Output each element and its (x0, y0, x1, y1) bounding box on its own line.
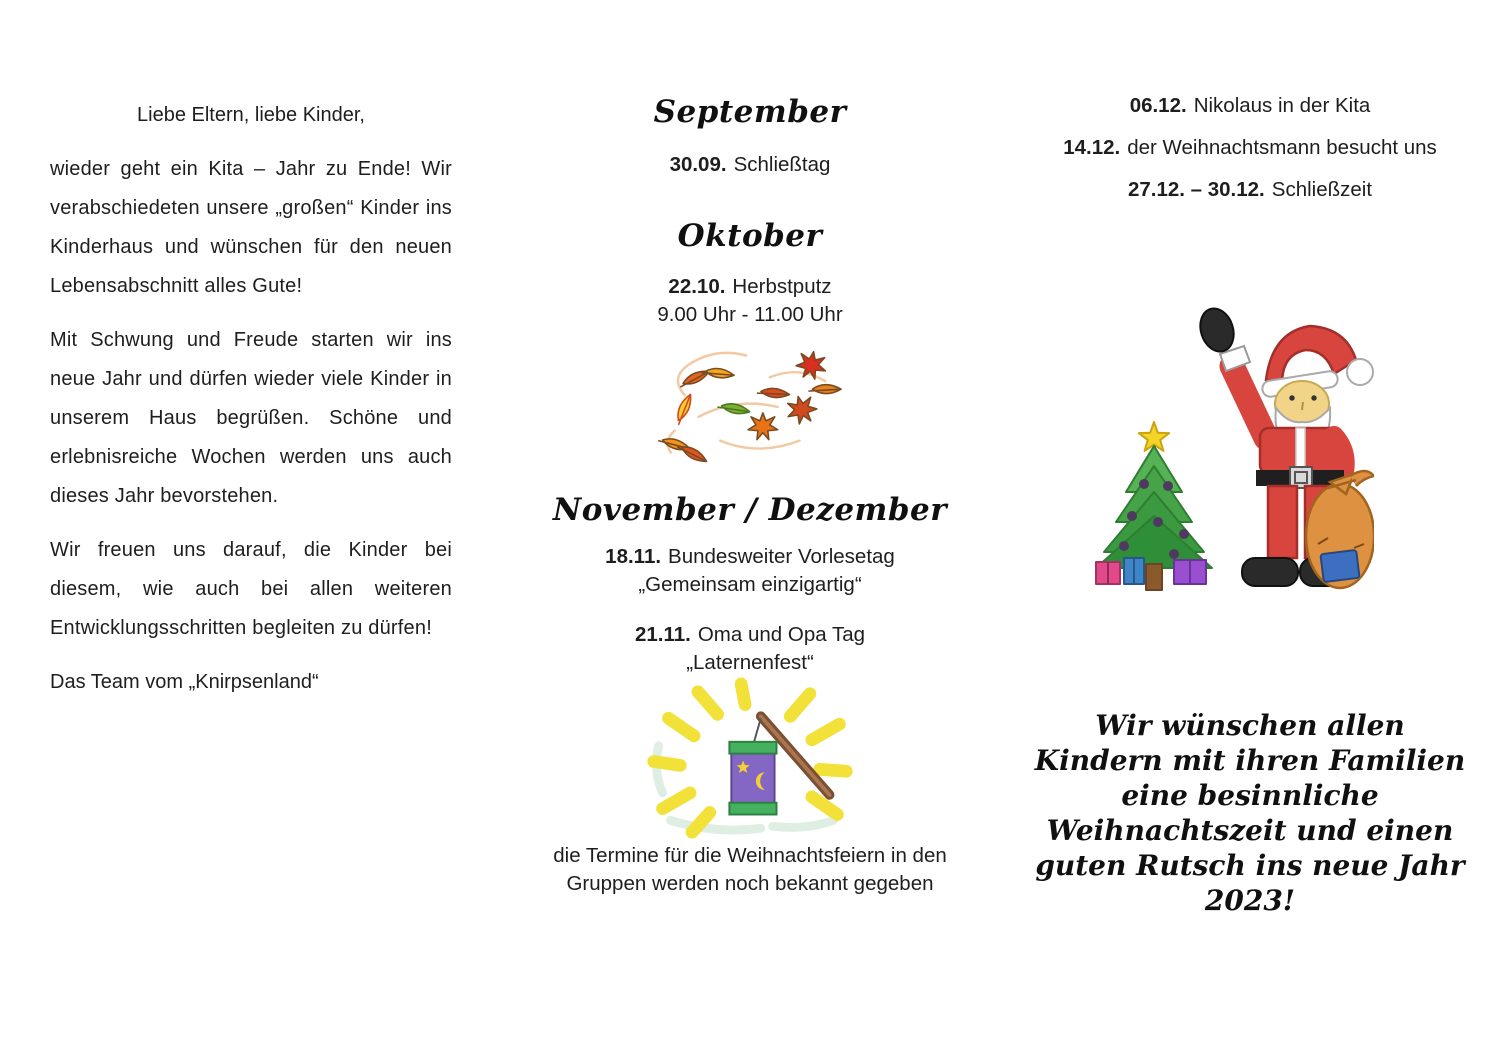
event-date: 21.11. (634, 623, 691, 646)
event-oktober-22 (545, 273, 955, 301)
event-text: Schließtag (733, 153, 831, 176)
letter-paragraph-2: Mit Schwung und Freude starten wir ins neue Jahr und dürfen wieder viele Kinder in unserem Haus begrüßen. Schöne und erlebnisreiche Wochen werden uns auch dieses Jahr bevorstehen. (50, 329, 452, 507)
heading-september: September (653, 94, 847, 130)
right-column-december (1028, 92, 1472, 918)
signature-line: Das Team vom „Knirpsenland“ (50, 671, 319, 693)
left-column-letter (50, 96, 452, 702)
event-oktober-time: 9.00 Uhr - 11.00 Uhr (657, 303, 843, 326)
santa-boot-left (1242, 558, 1298, 586)
letter-paragraph-1: wieder geht ein Kita – Jahr zu Ende! Wir verabschiedeten unsere „großen“ Kinder ins Kinderhaus und wünschen für den neuen Lebensabschnitt alles Gute! (50, 158, 452, 297)
autumn-leaves-illustration (651, 337, 849, 472)
event-text: Oma und Opa Tag (697, 623, 866, 646)
santa-pompom (1347, 359, 1373, 385)
event-text: Bundesweiter Vorlesetag (668, 545, 895, 568)
event-date: 14.12. (1063, 136, 1121, 159)
event-dezember-06 (1028, 92, 1472, 120)
santa-mitten-raised (1195, 304, 1239, 356)
event-text: Schließzeit (1271, 178, 1373, 201)
event-date: 27.12. – 30.12. (1127, 178, 1265, 201)
middle-column-schedule (545, 92, 955, 898)
event-subtitle: „Laternenfest“ (686, 651, 814, 674)
santa-tree-illustration (1084, 296, 1374, 604)
event-dezember-14 (1028, 134, 1472, 162)
event-date: 06.12. (1129, 94, 1187, 117)
lantern-illustration (646, 677, 854, 842)
event-subtitle: „Gemeinsam einzigartig“ (638, 573, 862, 596)
tree-trunk (1146, 564, 1162, 590)
event-text: Nikolaus in der Kita (1193, 94, 1371, 117)
event-text: der Weihnachtsmann besucht uns (1127, 136, 1437, 159)
sack-patch (1320, 550, 1359, 582)
santa-raised-arm (1232, 366, 1266, 438)
event-september-30 (545, 151, 955, 179)
event-date: 30.09. (669, 153, 727, 176)
lantern-body (729, 742, 776, 815)
event-date: 22.10. (668, 275, 726, 298)
santa-leg-left (1268, 486, 1297, 558)
heading-november-dezember: November / Dezember (552, 492, 948, 528)
event-text: Herbstputz (732, 275, 832, 298)
event-date: 18.11. (605, 545, 662, 568)
holiday-wish-text: Wir wünschen allen Kindern mit ihren Familien eine besinnliche Weihnachtszeit und einen guten Rutsch ins neue Jahr 2023! (1034, 709, 1466, 917)
sack-tie-tail (1350, 471, 1374, 486)
letter-paragraph-3: Wir freuen uns darauf, die Kinder bei diesem, wie auch bei allen weiteren Entwicklungsschritten begleiten zu dürfen! (50, 539, 452, 639)
greeting-line: Liebe Eltern, liebe Kinder, (137, 104, 365, 126)
event-november-21 (545, 621, 955, 677)
schedule-note: die Termine für die Weihnachtsfeiern in den Gruppen werden noch bekannt gegeben (553, 844, 947, 895)
heading-oktober: Oktober (677, 218, 823, 254)
event-schliesszeit (1028, 176, 1472, 204)
event-november-18 (545, 543, 955, 599)
christmas-tree (1096, 422, 1212, 590)
